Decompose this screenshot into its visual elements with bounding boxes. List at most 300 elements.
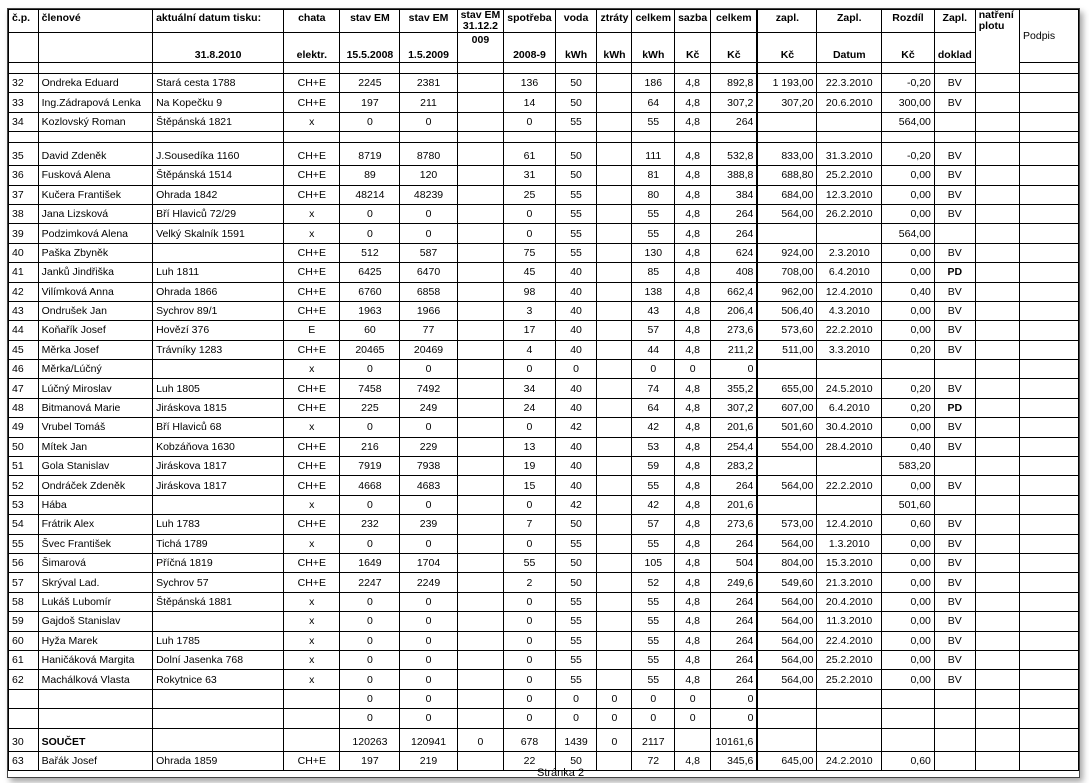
col-total-kc-cell: 264 [711,534,758,553]
col-paid-doc-cell: BV [934,592,975,611]
col-em-2008-cell: 2245 [340,74,400,93]
col-members-cell: Gola Stanislav [38,457,152,476]
col-cp-cell: 58 [9,592,39,611]
col-cp-cell: 55 [9,534,39,553]
header-col-total-kc: celkem [711,10,758,33]
col-difference-cell: 0,00 [882,631,935,650]
col-paid-date-cell: 31.3.2010 [817,143,882,166]
fence-paint-cell [975,243,1019,262]
col-consumption-cell: 0 [504,204,555,223]
col-rate-cell: 4,8 [675,476,711,495]
col-consumption-cell: 14 [504,93,555,112]
col-total-kwh-cell: 0 [632,709,675,728]
col-print-date-cell: Na Kopečku 9 [153,93,284,112]
col-water-cell: 55 [555,224,597,243]
col-water-cell: 40 [555,457,597,476]
col-paid-date-cell: 6.4.2010 [817,398,882,417]
col-consumption-cell: 0 [504,670,555,689]
col-total-kc-cell: 624 [711,243,758,262]
spacer-cell [934,132,975,143]
col-members-cell: Vilímková Anna [38,282,152,301]
spreadsheet-page [7,8,1080,778]
col-paid-kc-cell: 564,00 [757,204,817,223]
col-difference-cell: 0,00 [882,592,935,611]
col-losses-cell [597,112,632,131]
col-paid-doc-cell: BV [934,612,975,631]
col-difference-cell: 0,00 [882,476,935,495]
col-em-2008-cell: 0 [340,631,400,650]
fence-paint-cell [975,709,1019,728]
col-em-2009b-cell [457,495,504,514]
col-difference-cell: 564,00 [882,112,935,131]
col-losses-cell: 0 [597,689,632,708]
col-total-kwh-cell: 2117 [632,728,675,751]
col-paid-kc-cell: 1 193,00 [757,74,817,93]
col-paid-kc-cell [757,689,817,708]
col-em-2009b-cell [457,457,504,476]
col-total-kc-cell: 273,6 [711,321,758,340]
col-cp-cell: 59 [9,612,39,631]
signature-cell [1020,340,1079,359]
col-chata-cell: CH+E [284,185,340,204]
col-paid-date-cell [817,689,882,708]
col-paid-date-cell [817,360,882,379]
col-losses-cell [597,143,632,166]
col-rate-cell: 4,8 [675,437,711,456]
col-losses-cell [597,418,632,437]
col-paid-date-cell: 1.3.2010 [817,534,882,553]
col-cp-cell: 44 [9,321,39,340]
col-paid-date-cell: 25.2.2010 [817,166,882,185]
col-consumption-cell: 7 [504,515,555,534]
table-row [9,650,1079,669]
header2-col-rate: Kč [675,33,711,63]
col-paid-doc-cell [934,728,975,751]
col-paid-doc-cell: PD [934,398,975,417]
col-total-kc-cell: 384 [711,185,758,204]
col-em-2009b-cell [457,418,504,437]
col-total-kwh-cell: 57 [632,515,675,534]
col-consumption-cell: 13 [504,437,555,456]
col-print-date-cell: Štěpánská 1514 [153,166,284,185]
col-water-cell: 55 [555,185,597,204]
col-em-2008-cell: 7919 [340,457,400,476]
col-print-date-cell: Luh 1811 [153,263,284,282]
col-paid-date-cell: 22.3.2010 [817,74,882,93]
col-rate-cell: 4,8 [675,398,711,417]
signature-cell [1020,689,1079,708]
col-paid-doc-cell: BV [934,670,975,689]
col-water-cell: 50 [555,74,597,93]
col-print-date-cell: Dolní Jasenka 768 [153,650,284,669]
col-total-kc-cell: 0 [711,689,758,708]
col-members-cell: Janků Jindřiška [38,263,152,282]
col-paid-doc-cell: BV [934,166,975,185]
signature-cell [1020,709,1079,728]
spacer-cell [504,132,555,143]
col-difference-cell: -0,20 [882,74,935,93]
col-paid-date-cell: 20.4.2010 [817,592,882,611]
col-consumption-cell: 55 [504,553,555,572]
col-paid-kc-cell: 564,00 [757,592,817,611]
col-consumption-cell: 25 [504,185,555,204]
col-total-kwh-cell: 55 [632,670,675,689]
col-em-2009-cell: 0 [400,495,457,514]
col-paid-doc-cell [934,689,975,708]
fence-paint-cell [975,631,1019,650]
col-difference-cell: 0,00 [882,573,935,592]
col-members-cell: Kozlovský Roman [38,112,152,131]
col-water-cell: 40 [555,340,597,359]
header2-col-em-2008: 15.5.2008 [340,33,400,63]
col-difference-cell: 0,60 [882,515,935,534]
fence-paint-cell [975,112,1019,131]
col-total-kwh-cell: 55 [632,534,675,553]
col-consumption-cell: 0 [504,224,555,243]
col-losses-cell [597,515,632,534]
col-em-2009b-cell [457,93,504,112]
col-total-kc-cell: 345,6 [711,751,758,770]
fence-paint-cell [975,398,1019,417]
col-em-2009-cell: 229 [400,437,457,456]
col-rate-cell: 4,8 [675,573,711,592]
col-total-kc-cell: 264 [711,670,758,689]
col-print-date-cell: Luh 1785 [153,631,284,650]
col-total-kwh-cell: 186 [632,74,675,93]
col-print-date-cell: Trávníky 1283 [153,340,284,359]
col-cp-cell: 63 [9,751,39,770]
spacer-cell [817,132,882,143]
col-em-2009b-cell [457,282,504,301]
signature-cell [1020,224,1079,243]
col-print-date-cell: Sychrov 57 [153,573,284,592]
table-row [9,709,1079,728]
col-total-kwh-cell: 138 [632,282,675,301]
spacer-cell [38,63,152,74]
col-members-cell: Ing.Zádrapová Lenka [38,93,152,112]
col-consumption-cell: 24 [504,398,555,417]
spacer-cell [632,132,675,143]
col-total-kc-cell: 532,8 [711,143,758,166]
col-em-2009b-cell [457,321,504,340]
col-difference-cell [882,709,935,728]
col-cp-cell: 56 [9,553,39,572]
col-losses-cell [597,379,632,398]
col-em-2009-cell: 0 [400,670,457,689]
col-cp-cell: 57 [9,573,39,592]
col-paid-kc-cell [757,495,817,514]
fence-paint-cell [975,282,1019,301]
col-em-2009-cell: 0 [400,418,457,437]
col-paid-doc-cell: BV [934,204,975,223]
col-paid-doc-cell: BV [934,476,975,495]
col-em-2008-cell: 2247 [340,573,400,592]
col-members-cell: Haničáková Margita [38,650,152,669]
col-print-date-cell: Příčná 1819 [153,553,284,572]
col-chata-cell: x [284,224,340,243]
col-chata-cell: CH+E [284,515,340,534]
col-total-kc-cell: 408 [711,263,758,282]
col-paid-doc-cell: BV [934,534,975,553]
col-total-kwh-cell: 55 [632,592,675,611]
col-members-cell: Kučera František [38,185,152,204]
fence-paint-cell [975,321,1019,340]
col-difference-cell [882,689,935,708]
table-row [9,534,1079,553]
col-em-2009-cell: 20469 [400,340,457,359]
col-rate-cell: 4,8 [675,495,711,514]
signature-cell [1020,93,1079,112]
header-col-losses: ztráty [597,10,632,33]
fence-paint-cell [975,689,1019,708]
col-em-2008-cell: 0 [340,360,400,379]
signature-cell [1020,631,1079,650]
col-difference-cell: 501,60 [882,495,935,514]
col-em-2008-cell: 7458 [340,379,400,398]
col-rate-cell: 4,8 [675,670,711,689]
col-total-kwh-cell: 55 [632,476,675,495]
col-chata-cell: CH+E [284,93,340,112]
fence-paint-cell [975,301,1019,320]
col-total-kwh-cell: 57 [632,321,675,340]
spacer-cell [882,63,935,74]
col-total-kc-cell: 264 [711,476,758,495]
col-paid-date-cell: 6.4.2010 [817,263,882,282]
col-paid-doc-cell: BV [934,631,975,650]
col-chata-cell: CH+E [284,263,340,282]
col-cp-cell: 34 [9,112,39,131]
spacer-cell [757,63,817,74]
col-rate-cell: 0 [675,360,711,379]
col-paid-kc-cell: 655,00 [757,379,817,398]
col-losses-cell [597,166,632,185]
col-total-kc-cell: 504 [711,553,758,572]
col-print-date-cell: Štěpánská 1881 [153,592,284,611]
col-paid-doc-cell: BV [934,93,975,112]
col-chata-cell: x [284,612,340,631]
col-paid-kc-cell: 684,00 [757,185,817,204]
table-row [9,112,1079,131]
header-col-consumption: spotřeba [504,10,555,33]
col-print-date-cell: Rokytnice 63 [153,670,284,689]
col-em-2009-cell: 0 [400,650,457,669]
col-rate-cell: 4,8 [675,282,711,301]
table-row [9,263,1079,282]
header-col-paid-date: Zapl. [817,10,882,33]
col-consumption-cell: 0 [504,612,555,631]
col-paid-kc-cell: 607,00 [757,398,817,417]
col-paid-date-cell: 3.3.2010 [817,340,882,359]
col-chata-cell: x [284,112,340,131]
spacer-cell [975,63,1019,74]
signature-cell [1020,670,1079,689]
col-consumption-cell: 22 [504,751,555,770]
spacer-cell [555,132,597,143]
col-paid-kc-cell: 554,00 [757,437,817,456]
col-total-kc-cell: 201,6 [711,495,758,514]
header-row-2 [9,33,1079,63]
col-losses-cell [597,74,632,93]
spacer-cell [632,63,675,74]
col-rate-cell: 4,8 [675,185,711,204]
col-total-kwh-cell: 105 [632,553,675,572]
col-paid-date-cell: 26.2.2010 [817,204,882,223]
col-total-kwh-cell: 64 [632,398,675,417]
spacer-row [9,132,1079,143]
col-losses-cell [597,670,632,689]
col-total-kc-cell: 211,2 [711,340,758,359]
signature-cell [1020,534,1079,553]
spacer-cell [1020,63,1079,74]
table-row [9,631,1079,650]
col-paid-kc-cell: 962,00 [757,282,817,301]
table-row [9,243,1079,262]
col-total-kc-cell: 0 [711,709,758,728]
col-losses-cell [597,263,632,282]
col-losses-cell [597,321,632,340]
members-table [8,9,1079,771]
col-em-2008-cell: 1963 [340,301,400,320]
col-paid-kc-cell: 573,00 [757,515,817,534]
col-losses-cell [597,301,632,320]
col-paid-kc-cell: 564,00 [757,650,817,669]
fence-paint-cell [975,495,1019,514]
col-members-cell: Vrubel Tomáš [38,418,152,437]
table-row [9,592,1079,611]
col-print-date-cell: Štěpánská 1821 [153,112,284,131]
col-cp-cell [9,689,39,708]
header-col-cp: č.p. [9,10,39,33]
col-em-2008-cell: 0 [340,495,400,514]
col-members-cell: Fusková Alena [38,166,152,185]
fence-paint-cell [975,728,1019,751]
fence-paint-cell [975,515,1019,534]
col-members-cell: Šimarová [38,553,152,572]
col-em-2008-cell: 20465 [340,340,400,359]
col-total-kwh-cell: 85 [632,263,675,282]
col-chata-cell: x [284,534,340,553]
col-losses-cell [597,476,632,495]
col-em-2009b-cell [457,185,504,204]
col-water-cell: 50 [555,143,597,166]
col-paid-date-cell: 21.3.2010 [817,573,882,592]
col-total-kwh-cell: 55 [632,204,675,223]
spacer-cell [284,132,340,143]
col-total-kwh-cell: 43 [632,301,675,320]
col-paid-kc-cell [757,728,817,751]
col-em-2009-cell: 6858 [400,282,457,301]
col-members-cell: Lúčný Miroslav [38,379,152,398]
col-difference-cell: 0,00 [882,553,935,572]
col-em-2008-cell: 6425 [340,263,400,282]
col-print-date-cell: Velký Skalník 1591 [153,224,284,243]
col-chata-cell: CH+E [284,74,340,93]
col-rate-cell: 4,8 [675,631,711,650]
col-cp-cell: 39 [9,224,39,243]
col-difference-cell: 0,00 [882,321,935,340]
col-paid-kc-cell: 833,00 [757,143,817,166]
header-col-members: členové [38,10,152,33]
col-paid-date-cell: 22.2.2010 [817,476,882,495]
spacer-cell [400,132,457,143]
col-paid-doc-cell [934,457,975,476]
col-rate-cell [675,728,711,751]
col-members-cell: Koňařík Josef [38,321,152,340]
col-em-2009b-cell [457,143,504,166]
col-losses-cell [597,751,632,770]
col-total-kwh-cell: 64 [632,93,675,112]
col-em-2009b-cell [457,612,504,631]
col-cp-cell: 42 [9,282,39,301]
header-col-fence-paint: natření plotu [975,10,1019,63]
col-paid-date-cell [817,495,882,514]
col-consumption-cell: 34 [504,379,555,398]
col-members-cell: Ondreka Eduard [38,74,152,93]
spacer-cell [9,132,39,143]
col-paid-date-cell: 24.5.2010 [817,379,882,398]
col-em-2008-cell: 0 [340,650,400,669]
col-members-cell: Lukáš Lubomír [38,592,152,611]
col-consumption-cell: 61 [504,143,555,166]
col-chata-cell: CH+E [284,379,340,398]
signature-cell [1020,321,1079,340]
col-paid-date-cell [817,457,882,476]
spacer-cell [711,132,758,143]
col-print-date-cell [153,495,284,514]
signature-cell [1020,143,1079,166]
col-em-2009-cell: 77 [400,321,457,340]
col-rate-cell: 4,8 [675,457,711,476]
col-chata-cell: x [284,418,340,437]
col-members-cell: Bitmanová Marie [38,398,152,417]
col-em-2009b-cell [457,360,504,379]
col-paid-kc-cell: 924,00 [757,243,817,262]
col-rate-cell: 4,8 [675,418,711,437]
signature-cell [1020,612,1079,631]
col-losses-cell [597,204,632,223]
header-col-print-date: aktuální datum tisku: [153,10,284,33]
col-em-2009-cell: 0 [400,689,457,708]
col-em-2008-cell: 0 [340,418,400,437]
col-total-kc-cell: 264 [711,631,758,650]
col-em-2009b-cell [457,650,504,669]
col-paid-kc-cell: 564,00 [757,631,817,650]
col-paid-doc-cell: BV [934,243,975,262]
col-paid-kc-cell: 573,60 [757,321,817,340]
col-paid-doc-cell [934,709,975,728]
col-paid-date-cell: 28.4.2010 [817,437,882,456]
col-em-2009-cell: 0 [400,534,457,553]
signature-cell [1020,301,1079,320]
col-cp-cell: 45 [9,340,39,359]
col-rate-cell: 4,8 [675,553,711,572]
table-row [9,340,1079,359]
col-em-2008-cell: 0 [340,709,400,728]
fence-paint-cell [975,185,1019,204]
col-paid-date-cell: 12.4.2010 [817,515,882,534]
col-em-2008-cell: 0 [340,612,400,631]
col-em-2009-cell: 48239 [400,185,457,204]
table-row [9,301,1079,320]
col-chata-cell: CH+E [284,398,340,417]
col-consumption-cell: 75 [504,243,555,262]
table-row [9,495,1079,514]
col-water-cell: 0 [555,360,597,379]
col-paid-kc-cell: 804,00 [757,553,817,572]
fence-paint-cell [975,166,1019,185]
table-row [9,74,1079,93]
col-consumption-cell: 0 [504,709,555,728]
